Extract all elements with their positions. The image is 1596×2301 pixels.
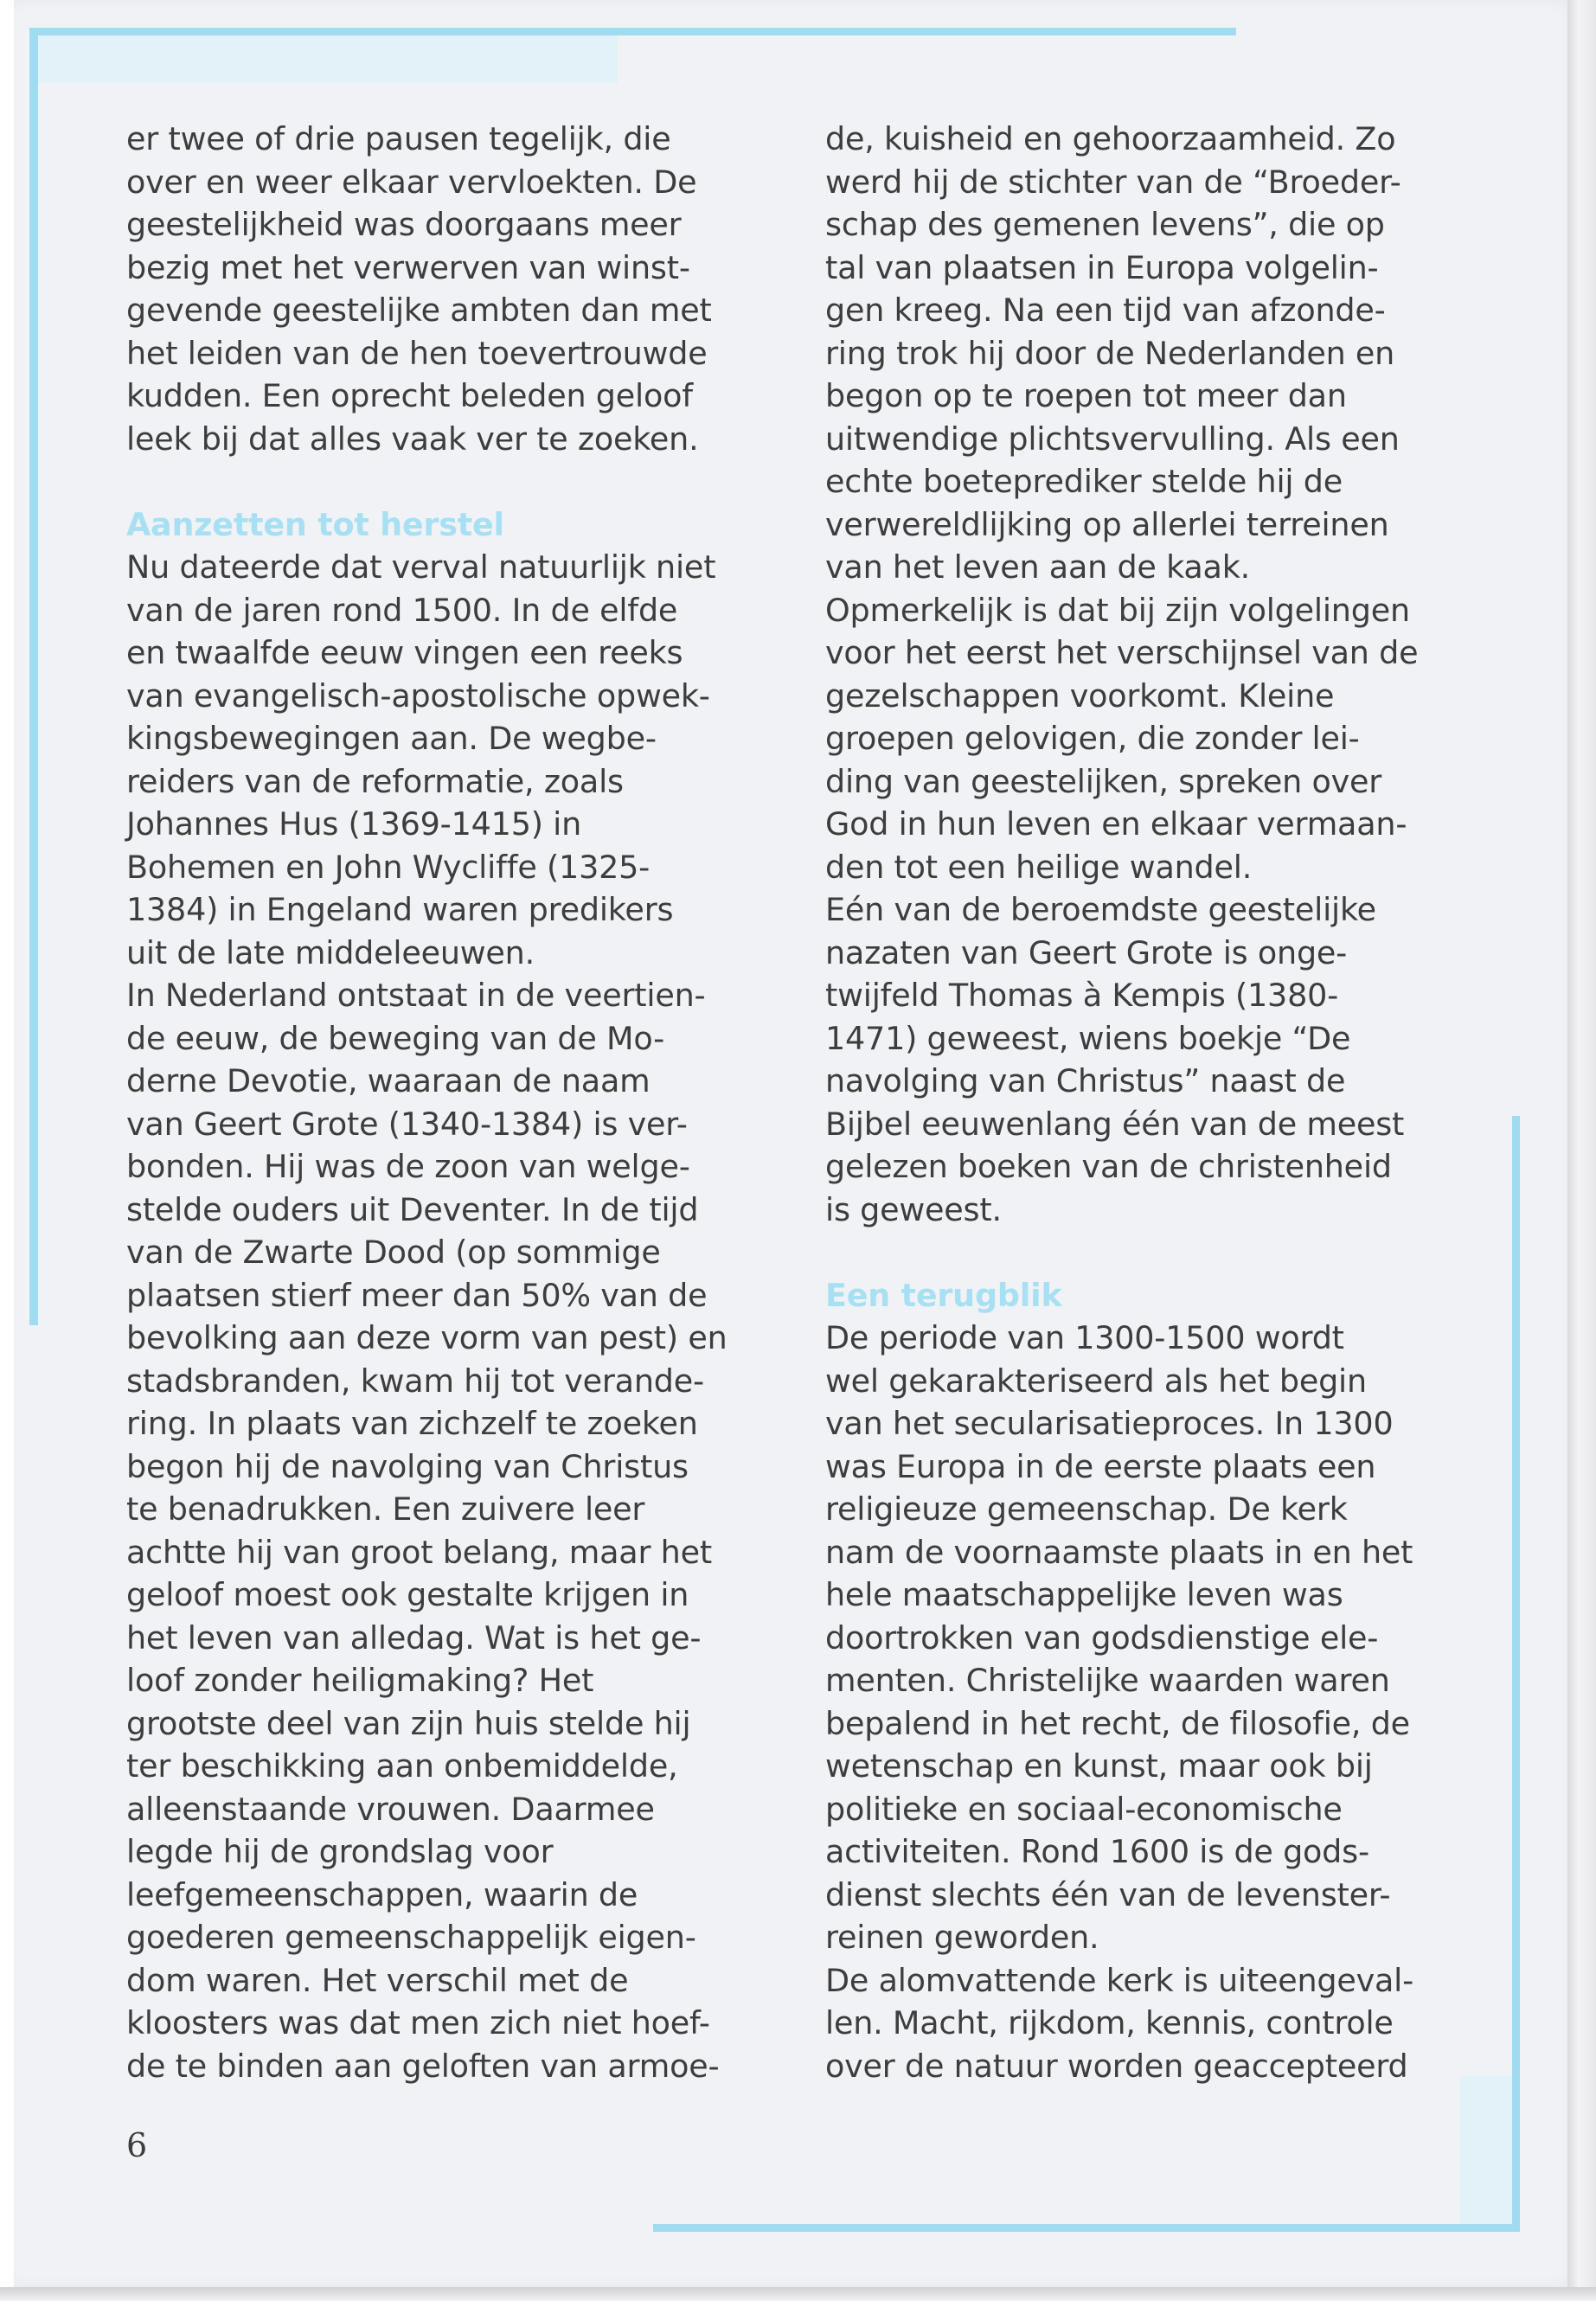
text-line: geestelijkheid was doorgaans meer xyxy=(126,206,682,243)
text-line: het leiden van de hen toevertrouwde xyxy=(126,334,708,372)
text-line: legde hij de grondslag voor xyxy=(126,1833,554,1870)
text-line: goederen gemeenschappelijk eigen- xyxy=(126,1919,696,1956)
text-line: begon hij de navolging van Christus xyxy=(126,1447,689,1485)
text-line: schap des gemenen levens”, die op xyxy=(825,206,1385,243)
text-line: religieuze gemeenschap. De kerk xyxy=(825,1490,1348,1528)
text-line: van de Zwarte Dood (op sommige xyxy=(126,1234,661,1271)
text-line: uitwendige plichtsvervulling. Als een xyxy=(825,420,1400,458)
text-line: is geweest. xyxy=(825,1190,1002,1228)
text-line: wetenschap en kunst, maar ook bij xyxy=(825,1747,1373,1785)
text-line: de eeuw, de beweging van de Mo- xyxy=(126,1019,665,1057)
text-line: gen kreeg. Na een tijd van afzonde- xyxy=(825,292,1386,329)
text-line: de, kuisheid en gehoorzaamheid. Zo xyxy=(825,120,1396,157)
text-line: alleenstaande vrouwen. Daarmee xyxy=(126,1790,655,1828)
text-line: bezig met het verwerven van winst- xyxy=(126,248,690,286)
text-line: ter beschikking aan onbemiddelde, xyxy=(126,1747,678,1785)
text-line: De periode van 1300-1500 wordt xyxy=(825,1319,1344,1356)
text-line: Bohemen en John Wycliffe (1325- xyxy=(126,848,651,886)
text-line: stelde ouders uit Deventer. In de tijd xyxy=(126,1190,699,1228)
text-line: len. Macht, rijkdom, kennis, controle xyxy=(825,2004,1394,2041)
text-line: Opmerkelijk is dat bij zijn volgelingen xyxy=(825,591,1410,629)
text-line: en twaalfde eeuw vingen een reeks xyxy=(126,634,683,671)
frame-top-line xyxy=(29,28,1236,35)
text-line xyxy=(825,1231,1448,1274)
text-line: politieke en sociaal-economische xyxy=(825,1790,1343,1828)
text-line: reiders van de reformatie, zoals xyxy=(126,762,624,800)
page-right-edge xyxy=(1567,0,1596,2301)
right-text-column xyxy=(825,118,1448,2087)
text-line xyxy=(126,460,749,503)
frame-bottom-band xyxy=(1460,2076,1512,2224)
text-line: bevolking aan deze vorm van pest) en xyxy=(126,1319,727,1356)
text-line: van Geert Grote (1340-1384) is ver- xyxy=(126,1105,688,1143)
text-line: reinen geworden. xyxy=(825,1919,1099,1956)
text-line: 1471) geweest, wiens boekje “De xyxy=(825,1019,1351,1057)
text-line: In Nederland ontstaat in de veertien- xyxy=(126,977,706,1014)
text-line: van het leven aan de kaak. xyxy=(825,548,1251,586)
text-line: was Europa in de eerste plaats een xyxy=(825,1447,1376,1485)
text-line: bonden. Hij was de zoon van welge- xyxy=(126,1148,690,1185)
text-line: kingsbewegingen aan. De wegbe- xyxy=(126,720,657,757)
text-line: loof zonder heiligmaking? Het xyxy=(126,1662,594,1699)
text-line: plaatsen stierf meer dan 50% van de xyxy=(126,1276,708,1314)
text-line: grootste deel van zijn huis stelde hij xyxy=(126,1704,691,1742)
text-line: ring trok hij door de Nederlanden en xyxy=(825,334,1395,372)
text-line: wel gekarakteriseerd als het begin xyxy=(825,1362,1367,1400)
text-line: God in hun leven en elkaar vermaan- xyxy=(825,805,1407,843)
section-heading: Aanzetten tot herstel xyxy=(126,505,504,543)
text-line: ding van geestelijken, spreken over xyxy=(825,762,1382,800)
text-line: achtte hij van groot belang, maar het xyxy=(126,1533,712,1571)
text-line: tal van plaatsen in Europa volgelin- xyxy=(825,248,1379,286)
text-line: geloof moest ook gestalte krijgen in xyxy=(126,1576,689,1613)
page-number: 6 xyxy=(126,2126,148,2164)
text-line: groepen gelovigen, die zonder lei- xyxy=(825,720,1360,757)
text-line: gelezen boeken van de christenheid xyxy=(825,1148,1392,1185)
frame-left-line xyxy=(29,28,38,1325)
section-heading: Een terugblik xyxy=(825,1276,1062,1314)
text-line: leefgemeenschappen, waarin de xyxy=(126,1875,638,1913)
text-line: derne Devotie, waaraan de naam xyxy=(126,1062,651,1099)
text-line: doortrokken van godsdienstige ele- xyxy=(825,1618,1379,1657)
text-line: menten. Christelijke waarden waren xyxy=(825,1662,1390,1699)
text-line: 1384) in Engeland waren predikers xyxy=(126,891,674,928)
text-line: van de jaren rond 1500. In de elfde xyxy=(126,591,678,629)
text-line: nam de voornaamste plaats in en het xyxy=(825,1533,1413,1571)
text-line: ring. In plaats van zichzelf te zoeken xyxy=(126,1405,698,1442)
text-line: van evangelisch-apostolische opwek- xyxy=(126,676,710,715)
frame-bottom-line xyxy=(653,2224,1520,2232)
text-line: echte boeteprediker stelde hij de xyxy=(825,463,1343,500)
text-line: verwereldlijking op allerlei terreinen xyxy=(825,505,1389,543)
text-line: gevende geestelijke ambten dan met xyxy=(126,292,712,329)
text-line: nazaten van Geert Grote is onge- xyxy=(825,933,1348,971)
text-line: begon op te roepen tot meer dan xyxy=(825,377,1347,414)
text-line: over de natuur worden geaccepteerd xyxy=(825,2047,1408,2085)
text-line: Bijbel eeuwenlang één van de meest xyxy=(825,1105,1405,1143)
text-line: Johannes Hus (1369-1415) in xyxy=(126,805,582,843)
text-line: hele maatschappelijke leven was xyxy=(825,1576,1343,1613)
text-line: Eén van de beroemdste geestelijke xyxy=(825,891,1376,928)
text-line: gezelschappen voorkomt. Kleine xyxy=(825,676,1335,715)
text-line: activiteiten. Rond 1600 is de gods- xyxy=(825,1833,1369,1870)
text-line: navolging van Christus” naast de xyxy=(825,1062,1346,1099)
text-line: stadsbranden, kwam hij tot verande- xyxy=(126,1362,704,1400)
text-line: voor het eerst het verschijnsel van de xyxy=(825,634,1419,671)
text-line: van het secularisatieproces. In 1300 xyxy=(825,1405,1394,1442)
frame-right-line xyxy=(1512,1116,1520,2232)
page-bottom-edge xyxy=(0,2287,1596,2301)
text-line: twijfeld Thomas à Kempis (1380- xyxy=(825,977,1339,1014)
text-line: dienst slechts één van de levenster- xyxy=(825,1875,1391,1913)
text-line: bepalend in het recht, de filosofie, de xyxy=(825,1704,1410,1742)
frame-top-band xyxy=(38,35,618,83)
text-line: kloosters was dat men zich niet hoef- xyxy=(126,2004,710,2041)
text-line: kudden. Een oprecht beleden geloof xyxy=(126,377,693,414)
text-line: De alomvattende kerk is uiteengeval- xyxy=(825,1961,1414,1999)
text-line: dom waren. Het verschil met de xyxy=(126,1961,629,1999)
text-line: er twee of drie pausen tegelijk, die xyxy=(126,120,671,157)
text-line: Nu dateerde dat verval natuurlijk niet xyxy=(126,548,716,586)
text-line: te benadrukken. Een zuivere leer xyxy=(126,1490,645,1528)
text-line: over en weer elkaar vervloekten. De xyxy=(126,163,697,201)
text-line: uit de late middeleeuwen. xyxy=(126,933,535,971)
left-text-column xyxy=(126,118,749,2087)
text-line: het leven van alledag. Wat is het ge- xyxy=(126,1618,702,1657)
text-line: den tot een heilige wandel. xyxy=(825,848,1253,886)
text-line: leek bij dat alles vaak ver te zoeken. xyxy=(126,420,699,458)
text-line: werd hij de stichter van de “Broeder- xyxy=(825,163,1401,201)
text-line: de te binden aan geloften van armoe- xyxy=(126,2047,720,2085)
